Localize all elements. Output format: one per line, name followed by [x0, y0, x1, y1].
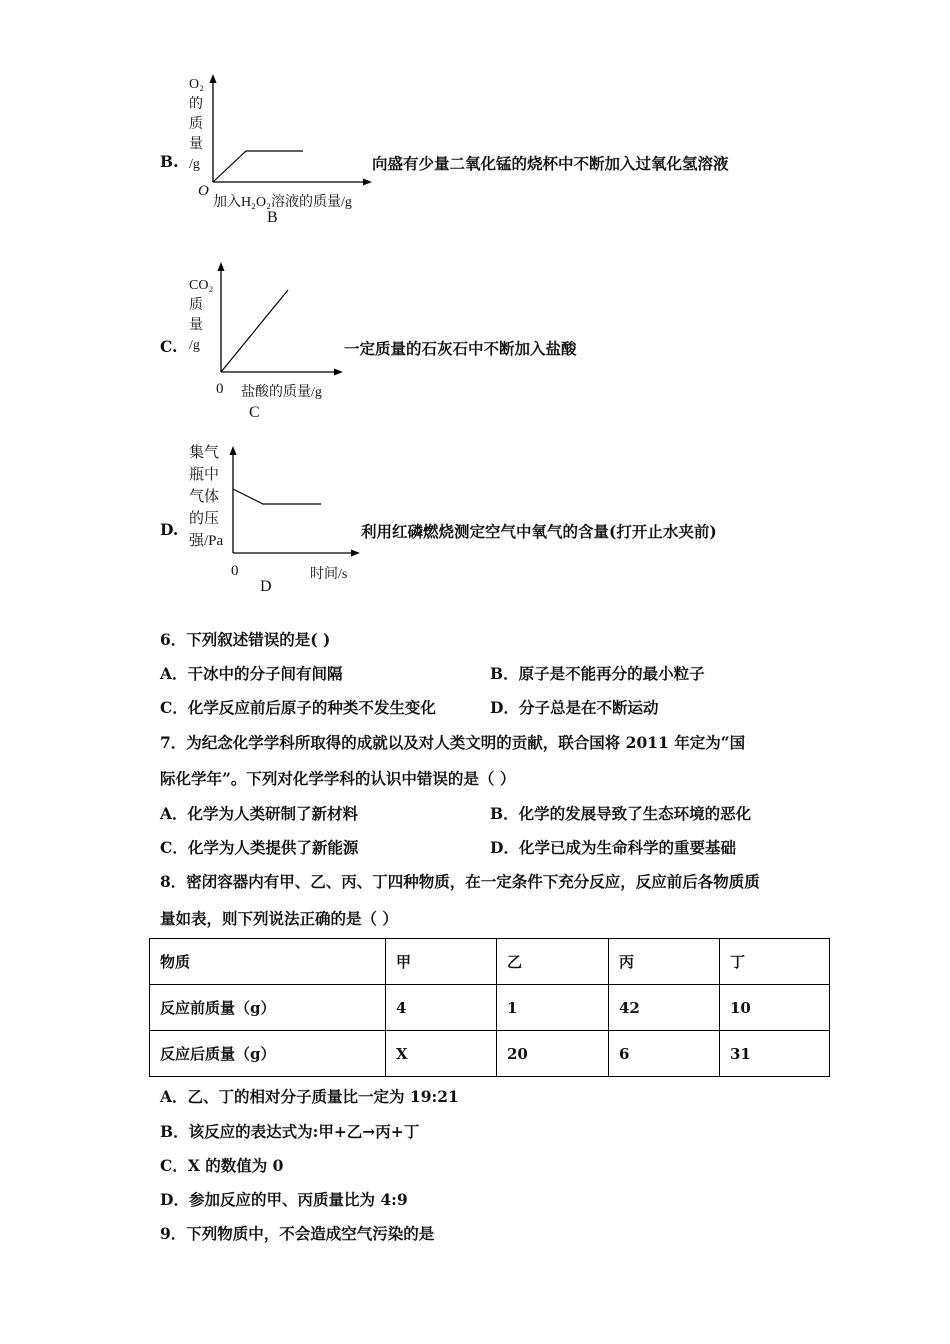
table-row	[150, 985, 830, 1031]
mass-table	[149, 938, 830, 1077]
q8-option-c: C．X 的数值为 0	[160, 1156, 284, 1175]
table-cell: 6	[609, 1031, 720, 1077]
q8-option-b: B．该反应的表达式为:甲+乙→丙+丁	[160, 1122, 420, 1141]
graph-b-letter: B	[267, 209, 278, 226]
q8-option-d: D．参加反应的甲、丙质量比为 4:9	[160, 1190, 408, 1209]
table-row	[150, 1031, 830, 1077]
q6-option-d: D．分子总是在不断运动	[490, 698, 659, 717]
q7-option-b: B．化学的发展导致了生态环境的恶化	[490, 804, 752, 823]
q7-stem-line1: 7．为纪念化学学科所取得的成就以及对人类文明的贡献，联合国将 2011 年定为“国	[160, 733, 746, 752]
graph-c-x-label: 盐酸的质量/g	[241, 385, 322, 400]
q8-option-a: A．乙、丁的相对分子质量比一定为 19:21	[160, 1087, 459, 1106]
table-cell: 20	[497, 1031, 609, 1077]
table-header-row	[150, 939, 830, 985]
graph-b-x-label: 加入H₂O₂溶液的质量/g	[213, 195, 352, 210]
table-cell: 10	[720, 985, 830, 1031]
table-header-cell: 丁	[720, 939, 830, 985]
graph-d-curve	[233, 489, 321, 504]
q6-option-a: A．干冰中的分子间有间隔	[160, 664, 343, 683]
graph-b-description: 向盛有少量二氧化锰的烧杯中不断加入过氧化氢溶液	[372, 154, 729, 173]
graph-c-origin: 0	[216, 381, 224, 397]
table-cell: 42	[609, 985, 720, 1031]
q8-stem-line1: 8．密闭容器内有甲、乙、丙、丁四种物质，在一定条件下充分反应，反应前后各物质质	[160, 872, 760, 891]
graph-c-letter: C	[249, 404, 260, 421]
table-cell: 1	[497, 985, 609, 1031]
table-cell: X	[386, 1031, 497, 1077]
graph-b-y-label: O₂ 的 质 量 /g	[189, 77, 204, 172]
graph-d-x-label: 时间/s	[310, 567, 348, 582]
table-header-cell: 乙	[497, 939, 609, 985]
table-cell: 31	[720, 1031, 830, 1077]
option-d-label: D.	[160, 520, 179, 539]
graph-d-origin: 0	[231, 563, 239, 579]
graph-c-y-label: CO₂ 质 量 /g	[189, 278, 214, 353]
q8-stem-line2: 量如表，则下列说法正确的是（ ）	[160, 909, 398, 928]
table-header-cell: 物质	[150, 939, 386, 985]
graph-b-origin: O	[198, 183, 209, 199]
graph-d-y-label: 集气 瓶中 气体 的压 强/Pa	[189, 445, 224, 549]
q9-stem: 9．下列物质中，不会造成空气污染的是	[160, 1224, 435, 1243]
option-b-label: B.	[160, 152, 179, 171]
q6-option-b: B．原子是不能再分的最小粒子	[490, 664, 705, 683]
table-header-cell: 丙	[609, 939, 720, 985]
graph-c-description: 一定质量的石灰石中不断加入盐酸	[344, 339, 577, 358]
table-cell: 反应前质量（g）	[150, 985, 386, 1031]
q7-stem-line2: 际化学年”。下列对化学学科的认识中错误的是（ ）	[160, 769, 516, 788]
option-c-label: C.	[160, 337, 178, 356]
q7-option-c: C．化学为人类提供了新能源	[160, 838, 359, 857]
graph-d-description: 利用红磷燃烧测定空气中氧气的含量(打开止水夹前)	[361, 522, 717, 541]
q7-option-d: D．化学已成为生命科学的重要基础	[490, 838, 736, 857]
table-header-cell: 甲	[386, 939, 497, 985]
table-cell: 反应后质量（g）	[150, 1031, 386, 1077]
table-cell: 4	[386, 985, 497, 1031]
q6-stem: 6．下列叙述错误的是( )	[160, 630, 331, 649]
graph-d-letter: D	[260, 578, 272, 595]
q7-option-a: A．化学为人类研制了新材料	[160, 804, 359, 823]
q6-option-c: C．化学反应前后原子的种类不发生变化	[160, 698, 436, 717]
